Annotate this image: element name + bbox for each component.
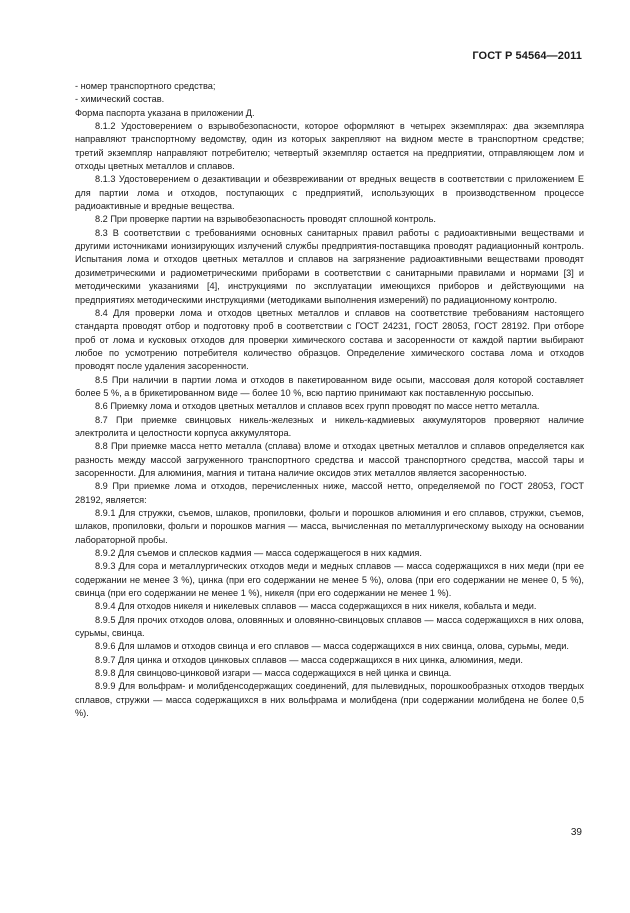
- paragraph: 8.3 В соответствии с требованиями основных санитарных правил работы с радиоактивными веществами и другими источниками ионизирующих излучений службы предприятия-поставщика проводят радиационный контроль. Испытания лома и отходов цветных металлов и сплавов на загрязнение радиоактивными веществами проводят дозиметрическими и радиометрическими приборами в соответствии с санитарными правилами и нормами [3] и методическими указаниями [4], инструкциями по эксплуатации имеющихся приборов и действующими на предприятиях методическими инструкциями (методиками выполнения измерений) по радиационному контролю.: [75, 227, 584, 305]
- document-body: [75, 80, 584, 721]
- paragraph: - химический состав.: [75, 94, 165, 105]
- paragraph: 8.9.4 Для отходов никеля и никелевых сплавов — масса содержащихся в них никеля, кобальта и меди.: [95, 601, 537, 612]
- paragraph: 8.8 При приемке масса нетто металла (сплава) вломе и отходах цветных металлов и сплавов определяется как разность между массой загруженного транспортного средства и массой транспортного средства, массой тары и засоренности. Для алюминия, магния и титана наличие оксидов этих металлов является засоренностью.: [75, 441, 584, 478]
- paragraph: 8.9.8 Для свинцово-цинковой изгари — масса содержащихся в ней цинка и свинца.: [95, 668, 452, 679]
- paragraph: 8.6 Приемку лома и отходов цветных металлов и сплавов всех групп проводят по массе нетто металла.: [95, 401, 540, 412]
- page-number: 39: [570, 827, 582, 838]
- paragraph: 8.9.9 Для вольфрам- и молибденсодержащих соединений, для пылевидных, порошкообразных отходов твердых сплавов, стружки — масса содержащихся в них вольфрама и молибдена (при содержании молибдена не более 0,5 %).: [75, 681, 584, 719]
- paragraph: 8.9.1 Для стружки, съемов, шлаков, пропиловки, фольги и порошков алюминия и его сплавов, стружки, съемов, шлаков, пропиловки, фольги и порошков магния — масса, вычисленная по металлургическому выходу на основании лабораторной пробы.: [75, 508, 584, 545]
- paragraph: 8.9.6 Для шламов и отходов свинца и его сплавов — масса содержащихся в них свинца, олова, сурьмы, меди.: [95, 641, 569, 652]
- paragraph: 8.1.2 Удостоверением о взрывобезопасности, которое оформляют в четырех экземплярах: два экземпляра направляют транспортному ведомству, один из которых закрепляют на видном месте в транспортном средстве; третий экземпляр направляют потребителю; четвертый экземпляр остается на предприятии, отправляющем лом и отходы цветных металлов и сплавов.: [75, 121, 584, 172]
- paragraph: 8.5 При наличии в партии лома и отходов в пакетированном виде осыпи, массовая доля которой составляет более 5 %, а в брикетированном виде — более 10 %, всю партию принимают как поставленную россыпью.: [75, 374, 584, 398]
- paragraph: 8.9.7 Для цинка и отходов цинковых сплавов — масса содержащихся в них цинка, алюминия, меди.: [95, 654, 523, 665]
- paragraph: 8.4 Для проверки лома и отходов цветных металлов и сплавов на соответствие требованиям настоящего стандарта проводят отбор и подготовку проб в соответствии с ГОСТ 24231, ГОСТ 28053, ГОСТ 28192. При отборе проб от лома и кусковых отходов для проверки химического состава и засоренности от каждой партии выбирают любое по усмотрению потребителя количество образцов. Определение химического состава лома и отходов проводят после удаления засоренности.: [75, 307, 584, 372]
- paragraph: 8.1.3 Удостоверением о дезактивации и обезвреживании от вредных веществ в соответствии с приложением Е для партии лома и отходов, поступающих с предприятий, использующих в производственном процессе радиоактивные и вредные вещества.: [75, 174, 584, 212]
- paragraph: 8.7 При приемке свинцовых никель-железных и никель-кадмиевых аккумуляторов проверяют наличие электролита и целостности корпуса аккумулятора.: [75, 414, 584, 438]
- paragraph: 8.9 При приемке лома и отходов, перечисленных ниже, массой нетто, определяемой по ГОСТ 28053, ГОСТ 28192, является:: [75, 481, 584, 505]
- paragraph: 8.9.2 Для съемов и сплесков кадмия — масса содержащегося в них кадмия.: [95, 548, 422, 559]
- paragraph: 8.9.5 Для прочих отходов олова, оловянных и оловянно-свинцовых сплавов — масса содержащихся в них олова, сурьмы, свинца.: [75, 614, 584, 639]
- standard-header: ГОСТ Р 54564—2011: [472, 50, 582, 62]
- paragraph: Форма паспорта указана в приложении Д.: [75, 107, 255, 118]
- paragraph: 8.2 При проверке партии на взрывобезопасность проводят сплошной контроль.: [95, 214, 436, 225]
- paragraph: 8.9.3 Для сора и металлургических отходов меди и медных сплавов — масса содержащихся в них меди (при ее содержании не менее 3 %), цинка (при его содержании не менее 5 %), олова (при его содержании не менее 0, 5 %), свинца (при его содержании не менее 1 %), никеля (при его содержании не менее 1 %).: [75, 561, 584, 599]
- paragraph: - номер транспортного средства;: [75, 81, 216, 91]
